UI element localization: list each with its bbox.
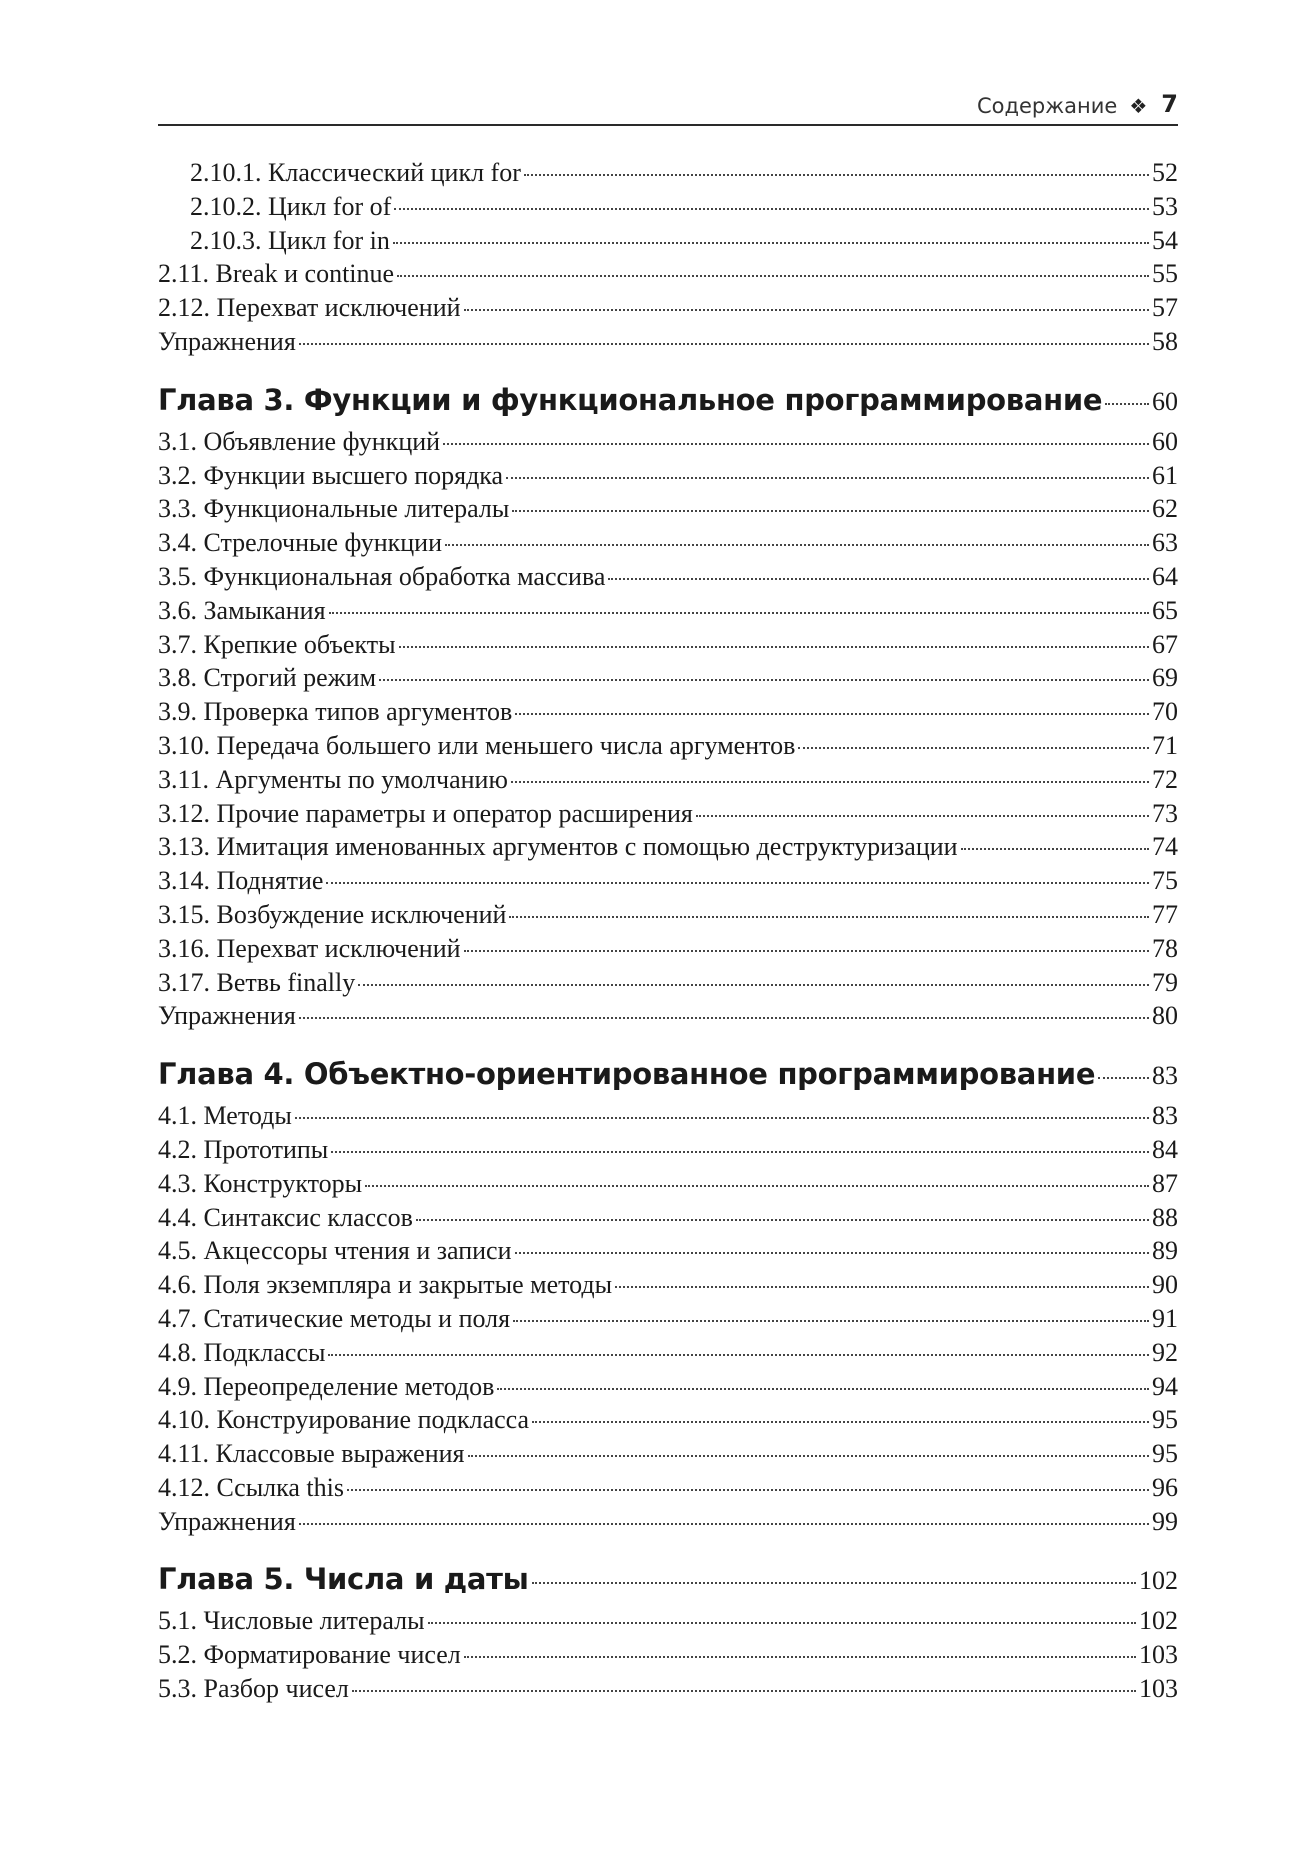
- toc-entry-title: 3.13. Имитация именованных аргументов с помощью деструктуризации: [158, 832, 958, 862]
- toc-entry-page-number: 62: [1152, 494, 1178, 524]
- toc-entry-page-number: 77: [1152, 899, 1178, 929]
- toc-entry[interactable]: [158, 1304, 1178, 1338]
- toc-entry-title: 3.6. Замыкания: [158, 595, 326, 625]
- toc-entry-page-number: 87: [1152, 1168, 1178, 1198]
- toc-entry-page-number: 72: [1152, 764, 1178, 794]
- toc-entry[interactable]: [158, 427, 1178, 461]
- chapter-page-number: 83: [1152, 1061, 1178, 1091]
- table-of-contents: [158, 158, 1178, 1708]
- dot-leader: [352, 1690, 1136, 1692]
- dot-leader: [299, 343, 1149, 345]
- toc-entry[interactable]: [158, 327, 1178, 361]
- toc-entry-title: 3.5. Функциональная обработка массива: [158, 561, 606, 591]
- dot-leader: [379, 679, 1149, 681]
- toc-entry-title: 4.3. Конструкторы: [158, 1168, 363, 1198]
- toc-entry[interactable]: [158, 1338, 1178, 1372]
- dot-leader: [295, 1117, 1149, 1119]
- toc-entry-page-number: 95: [1152, 1405, 1178, 1435]
- toc-entry[interactable]: [158, 158, 1178, 192]
- toc-entry-page-number: 60: [1152, 426, 1178, 456]
- toc-entry[interactable]: [158, 1101, 1178, 1135]
- toc-entry-page-number: 74: [1152, 832, 1178, 862]
- toc-entry-title: 5.2. Форматирование чисел: [158, 1640, 461, 1670]
- chapter-page-number: 102: [1139, 1566, 1178, 1596]
- toc-entry[interactable]: [158, 528, 1178, 562]
- dot-leader: [513, 1320, 1149, 1322]
- toc-entry[interactable]: [158, 934, 1178, 968]
- toc-entry-page-number: 58: [1152, 326, 1178, 356]
- page-number: 7: [1161, 90, 1178, 118]
- toc-entry[interactable]: [158, 1270, 1178, 1304]
- dot-leader: [331, 1151, 1149, 1153]
- toc-entry[interactable]: [158, 596, 1178, 630]
- toc-entry-page-number: 54: [1152, 225, 1178, 255]
- toc-entry-page-number: 84: [1152, 1134, 1178, 1164]
- toc-entry-title: 4.8. Подклассы: [158, 1337, 326, 1367]
- dot-leader: [393, 242, 1149, 244]
- toc-entry-page-number: 80: [1152, 1001, 1178, 1031]
- dot-leader: [464, 1656, 1136, 1658]
- toc-entry-title: 2.10.2. Цикл for of: [190, 191, 392, 221]
- toc-entry-page-number: 70: [1152, 697, 1178, 727]
- chapter-title: Глава 3. Функции и функциональное программирование: [158, 382, 1103, 417]
- toc-entry[interactable]: [158, 1640, 1178, 1674]
- toc-entry-page-number: 96: [1152, 1472, 1178, 1502]
- toc-entry-title: 2.11. Break и continue: [158, 259, 395, 289]
- toc-entry[interactable]: [158, 799, 1178, 833]
- dot-leader: [515, 713, 1149, 715]
- dot-leader: [397, 275, 1149, 277]
- dot-leader: [299, 1523, 1149, 1525]
- toc-entry-title: 4.7. Статические методы и поля: [158, 1303, 511, 1333]
- toc-entry[interactable]: [158, 1473, 1178, 1507]
- dot-leader: [524, 174, 1149, 176]
- dot-leader: [299, 1017, 1149, 1019]
- toc-entry[interactable]: [158, 461, 1178, 495]
- toc-entry-page-number: 69: [1152, 663, 1178, 693]
- toc-entry[interactable]: [158, 968, 1178, 1002]
- toc-entry-title: 3.12. Прочие параметры и оператор расширения: [158, 798, 693, 828]
- toc-entry-page-number: 79: [1152, 967, 1178, 997]
- dot-leader: [515, 1252, 1150, 1254]
- dot-leader: [445, 544, 1149, 546]
- toc-entry[interactable]: [158, 900, 1178, 934]
- dot-leader: [532, 1582, 1136, 1584]
- toc-entry-title: 4.11. Классовые выражения: [158, 1439, 465, 1469]
- dot-leader: [512, 510, 1149, 512]
- toc-entry-title: 4.9. Переопределение методов: [158, 1371, 495, 1401]
- toc-entry-title: 3.11. Аргументы по умолчанию: [158, 764, 508, 794]
- toc-entry-page-number: 95: [1152, 1439, 1178, 1469]
- toc-entry[interactable]: [158, 832, 1178, 866]
- dot-leader: [443, 443, 1149, 445]
- toc-entry-page-number: 89: [1152, 1236, 1178, 1266]
- toc-entry-page-number: 83: [1152, 1101, 1178, 1131]
- dot-leader: [464, 309, 1149, 311]
- toc-entry-page-number: 61: [1152, 460, 1178, 490]
- dot-leader: [365, 1185, 1149, 1187]
- toc-entry[interactable]: [158, 562, 1178, 596]
- toc-entry[interactable]: [158, 630, 1178, 664]
- chapter-page-number: 60: [1152, 386, 1178, 416]
- dot-leader: [798, 747, 1149, 749]
- toc-entry-page-number: 92: [1152, 1337, 1178, 1367]
- dot-leader: [608, 578, 1149, 580]
- toc-entry-page-number: 102: [1139, 1606, 1178, 1636]
- dot-leader: [329, 612, 1149, 614]
- diamond-ornament-icon: ❖: [1129, 94, 1148, 118]
- toc-entry-page-number: 65: [1152, 595, 1178, 625]
- toc-entry-page-number: 67: [1152, 629, 1178, 659]
- toc-entry-title: Упражнения: [158, 326, 296, 356]
- toc-entry[interactable]: [158, 1405, 1178, 1439]
- toc-entry[interactable]: [158, 1169, 1178, 1203]
- toc-entry-page-number: 52: [1152, 158, 1178, 187]
- toc-entry[interactable]: [158, 731, 1178, 765]
- toc-entry[interactable]: [158, 765, 1178, 799]
- toc-entry[interactable]: [158, 1606, 1178, 1640]
- toc-entry-page-number: 94: [1152, 1371, 1178, 1401]
- toc-entry-title: 4.12. Ссылка this: [158, 1472, 344, 1502]
- dot-leader: [696, 815, 1149, 817]
- toc-entry-page-number: 88: [1152, 1202, 1178, 1232]
- dot-leader: [509, 916, 1149, 918]
- dot-leader: [532, 1421, 1149, 1423]
- dot-leader: [416, 1219, 1149, 1221]
- dot-leader: [497, 1388, 1149, 1390]
- dot-leader: [328, 1354, 1149, 1356]
- toc-entry-page-number: 90: [1152, 1270, 1178, 1300]
- toc-entry-title: 3.7. Крепкие объекты: [158, 629, 396, 659]
- toc-entry-title: 3.14. Поднятие: [158, 866, 324, 896]
- toc-entry-title: 4.10. Конструирование подкласса: [158, 1405, 530, 1435]
- toc-entry-title: 4.1. Методы: [158, 1101, 292, 1131]
- toc-entry[interactable]: [158, 663, 1178, 697]
- toc-entry-page-number: 91: [1152, 1303, 1178, 1333]
- dot-leader: [399, 646, 1149, 648]
- toc-entry-page-number: 78: [1152, 933, 1178, 963]
- toc-entry-page-number: 55: [1152, 259, 1178, 289]
- toc-entry[interactable]: [158, 192, 1178, 226]
- dot-leader: [1098, 1077, 1149, 1079]
- toc-entry[interactable]: [158, 494, 1178, 528]
- toc-entry-page-number: 64: [1152, 561, 1178, 591]
- toc-entry-title: 3.9. Проверка типов аргументов: [158, 697, 513, 727]
- toc-entry-title: 4.6. Поля экземпляра и закрытые методы: [158, 1270, 613, 1300]
- dot-leader: [326, 882, 1149, 884]
- toc-entry-title: 3.1. Объявление функций: [158, 426, 441, 456]
- toc-entry[interactable]: [158, 1439, 1178, 1473]
- toc-entry-title: 3.2. Функции высшего порядка: [158, 460, 504, 490]
- toc-entry-title: 2.12. Перехват исключений: [158, 293, 461, 323]
- toc-entry-title: 3.15. Возбуждение исключений: [158, 899, 507, 929]
- chapter-heading[interactable]: [158, 1057, 1178, 1097]
- toc-entry-title: 3.3. Функциональные литералы: [158, 494, 510, 524]
- toc-entry-page-number: 73: [1152, 798, 1178, 828]
- toc-entry-page-number: 57: [1152, 293, 1178, 323]
- dot-leader: [347, 1489, 1149, 1491]
- toc-entry[interactable]: [158, 1203, 1178, 1237]
- dot-leader: [358, 984, 1149, 986]
- toc-entry[interactable]: [158, 1507, 1178, 1541]
- dot-leader: [511, 781, 1149, 783]
- dot-leader: [1105, 403, 1149, 405]
- toc-entry-title: Упражнения: [158, 1001, 296, 1031]
- toc-entry-title: 4.2. Прототипы: [158, 1134, 329, 1164]
- running-header: [158, 86, 1178, 126]
- dot-leader: [961, 848, 1149, 850]
- dot-leader: [394, 208, 1149, 210]
- toc-entry-title: 2.10.1. Классический цикл for: [190, 158, 521, 187]
- toc-entry-title: 3.16. Перехват исключений: [158, 933, 461, 963]
- chapter-heading[interactable]: [158, 1562, 1178, 1602]
- running-header-title: Содержание: [976, 94, 1118, 118]
- toc-entry[interactable]: [158, 1674, 1178, 1708]
- dot-leader: [464, 950, 1149, 952]
- chapter-heading[interactable]: [158, 383, 1178, 423]
- toc-entry-page-number: 99: [1152, 1506, 1178, 1536]
- dot-leader: [428, 1622, 1136, 1624]
- toc-entry[interactable]: [158, 226, 1178, 260]
- toc-entry[interactable]: [158, 259, 1178, 293]
- dot-leader: [468, 1455, 1150, 1457]
- chapter-title: Глава 5. Числа и даты: [158, 1562, 529, 1597]
- toc-entry-page-number: 103: [1139, 1640, 1178, 1670]
- toc-entry[interactable]: [158, 697, 1178, 731]
- toc-entry[interactable]: [158, 293, 1178, 327]
- toc-entry-page-number: 63: [1152, 528, 1178, 558]
- toc-entry-title: 3.10. Передача большего или меньшего числа аргументов: [158, 730, 796, 760]
- toc-entry-page-number: 71: [1152, 730, 1178, 760]
- toc-entry[interactable]: [158, 1372, 1178, 1406]
- toc-entry-page-number: 103: [1139, 1674, 1178, 1704]
- toc-entry-page-number: 53: [1152, 191, 1178, 221]
- toc-entry-title: 3.17. Ветвь finally: [158, 967, 356, 997]
- toc-entry[interactable]: [158, 1135, 1178, 1169]
- toc-entry-page-number: 75: [1152, 866, 1178, 896]
- toc-entry-title: 5.1. Числовые литералы: [158, 1606, 425, 1636]
- toc-entry-title: 4.5. Акцессоры чтения и записи: [158, 1236, 512, 1266]
- toc-entry[interactable]: [158, 1236, 1178, 1270]
- toc-entry-title: 4.4. Синтаксис классов: [158, 1202, 413, 1232]
- toc-entry-title: 3.8. Строгий режим: [158, 663, 377, 693]
- toc-entry-title: 5.3. Разбор чисел: [158, 1674, 349, 1704]
- toc-entry-title: Упражнения: [158, 1506, 296, 1536]
- chapter-title: Глава 4. Объектно-ориентированное программирование: [158, 1057, 1096, 1092]
- dot-leader: [506, 477, 1149, 479]
- toc-entry[interactable]: [158, 1001, 1178, 1035]
- toc-entry-title: 2.10.3. Цикл for in: [190, 225, 390, 255]
- toc-entry[interactable]: [158, 866, 1178, 900]
- toc-entry-title: 3.4. Стрелочные функции: [158, 528, 443, 558]
- dot-leader: [615, 1286, 1149, 1288]
